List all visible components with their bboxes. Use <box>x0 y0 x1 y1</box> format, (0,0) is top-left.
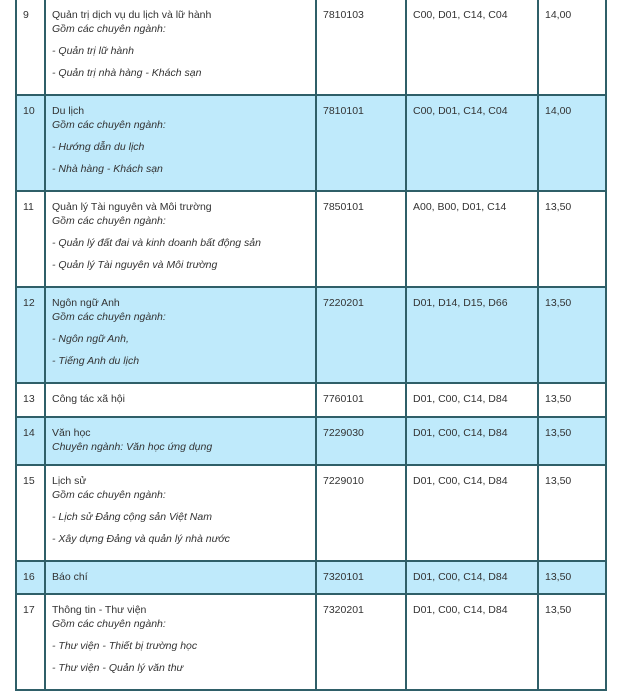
major-code: 7760101 <box>316 383 406 417</box>
table-row <box>16 287 606 383</box>
benchmark-score: 13,50 <box>538 191 606 287</box>
major-code: 7320201 <box>316 594 406 690</box>
subject-blocks: D01, C00, C14, D84 <box>406 417 538 465</box>
benchmark-score: 13,50 <box>538 594 606 690</box>
subject-blocks: D01, D14, D15, D66 <box>406 287 538 383</box>
benchmark-score: 13,50 <box>538 465 606 561</box>
table-body <box>16 0 606 690</box>
table-row <box>16 561 606 594</box>
benchmark-score: 13,50 <box>538 417 606 465</box>
specialization-item: - Hướng dẫn du lịch <box>52 141 145 153</box>
specialization-heading: Gồm các chuyên ngành: <box>52 119 166 131</box>
specialization-item: - Quản trị nhà hàng - Khách sạn <box>52 67 202 79</box>
major-cell <box>45 465 316 561</box>
major-name: Quản trị dịch vụ du lịch và lữ hành <box>52 9 212 21</box>
subject-blocks: D01, C00, C14, D84 <box>406 465 538 561</box>
major-code: 7320101 <box>316 561 406 594</box>
table-row <box>16 383 606 417</box>
specialization-item: - Thư viện - Quản lý văn thư <box>52 662 184 674</box>
specialization-item: - Thư viện - Thiết bị trường học <box>52 640 198 652</box>
specialization-item: - Ngôn ngữ Anh, <box>52 333 129 345</box>
specialization-item: - Quản trị lữ hành <box>52 45 134 57</box>
benchmark-score: 14,00 <box>538 95 606 191</box>
specialization-item: - Xây dựng Đảng và quản lý nhà nước <box>52 533 230 545</box>
specialization-heading: Gồm các chuyên ngành: <box>52 618 166 630</box>
subject-blocks: C00, D01, C14, C04 <box>406 95 538 191</box>
specialization-item: - Quản lý đất đai và kinh doanh bất động sản <box>52 237 261 249</box>
major-name: Văn học <box>52 427 91 439</box>
specialization-heading: Gồm các chuyên ngành: <box>52 489 166 501</box>
major-name: Báo chí <box>52 571 88 583</box>
specialization-item: - Quản lý Tài nguyên và Môi trường <box>52 259 218 271</box>
major-cell <box>45 95 316 191</box>
major-name: Công tác xã hội <box>52 393 125 405</box>
major-name: Du lịch <box>52 105 85 117</box>
row-number: 15 <box>16 465 45 561</box>
benchmark-score: 13,50 <box>538 287 606 383</box>
table-row <box>16 594 606 690</box>
specialization-item: - Lịch sử Đảng cộng sản Việt Nam <box>52 511 212 523</box>
benchmark-score: 14,00 <box>538 0 606 95</box>
row-number: 17 <box>16 594 45 690</box>
subject-blocks: C00, D01, C14, C04 <box>406 0 538 95</box>
specialization-heading: Gồm các chuyên ngành: <box>52 23 166 35</box>
subject-blocks: D01, C00, C14, D84 <box>406 383 538 417</box>
row-number: 11 <box>16 191 45 287</box>
table-row <box>16 0 606 95</box>
specialization-heading: Gồm các chuyên ngành: <box>52 311 166 323</box>
specialization-heading: Chuyên ngành: Văn học ứng dụng <box>52 441 213 453</box>
row-number: 13 <box>16 383 45 417</box>
major-code: 7810103 <box>316 0 406 95</box>
major-cell <box>45 191 316 287</box>
major-code: 7810101 <box>316 95 406 191</box>
major-code: 7220201 <box>316 287 406 383</box>
major-cell <box>45 287 316 383</box>
major-cell <box>45 0 316 95</box>
major-name: Quản lý Tài nguyên và Môi trường <box>52 201 212 213</box>
subject-blocks: D01, C00, C14, D84 <box>406 594 538 690</box>
admission-scores-table <box>15 0 607 691</box>
subject-blocks: D01, C00, C14, D84 <box>406 561 538 594</box>
major-cell <box>45 561 316 594</box>
table-row <box>16 417 606 465</box>
table-row <box>16 191 606 287</box>
major-cell <box>45 417 316 465</box>
benchmark-score: 13,50 <box>538 561 606 594</box>
major-name: Lịch sử <box>52 475 87 487</box>
major-name: Thông tin - Thư viện <box>52 604 147 616</box>
major-cell <box>45 594 316 690</box>
row-number: 16 <box>16 561 45 594</box>
specialization-item: - Tiếng Anh du lịch <box>52 355 140 367</box>
specialization-item: - Nhà hàng - Khách sạn <box>52 163 163 175</box>
major-cell <box>45 383 316 417</box>
row-number: 10 <box>16 95 45 191</box>
row-number: 12 <box>16 287 45 383</box>
table-row <box>16 465 606 561</box>
row-number: 9 <box>16 0 45 95</box>
major-code: 7850101 <box>316 191 406 287</box>
major-code: 7229030 <box>316 417 406 465</box>
benchmark-score: 13,50 <box>538 383 606 417</box>
table-row <box>16 95 606 191</box>
row-number: 14 <box>16 417 45 465</box>
subject-blocks: A00, B00, D01, C14 <box>406 191 538 287</box>
specialization-heading: Gồm các chuyên ngành: <box>52 215 166 227</box>
major-code: 7229010 <box>316 465 406 561</box>
major-name: Ngôn ngữ Anh <box>52 297 120 309</box>
